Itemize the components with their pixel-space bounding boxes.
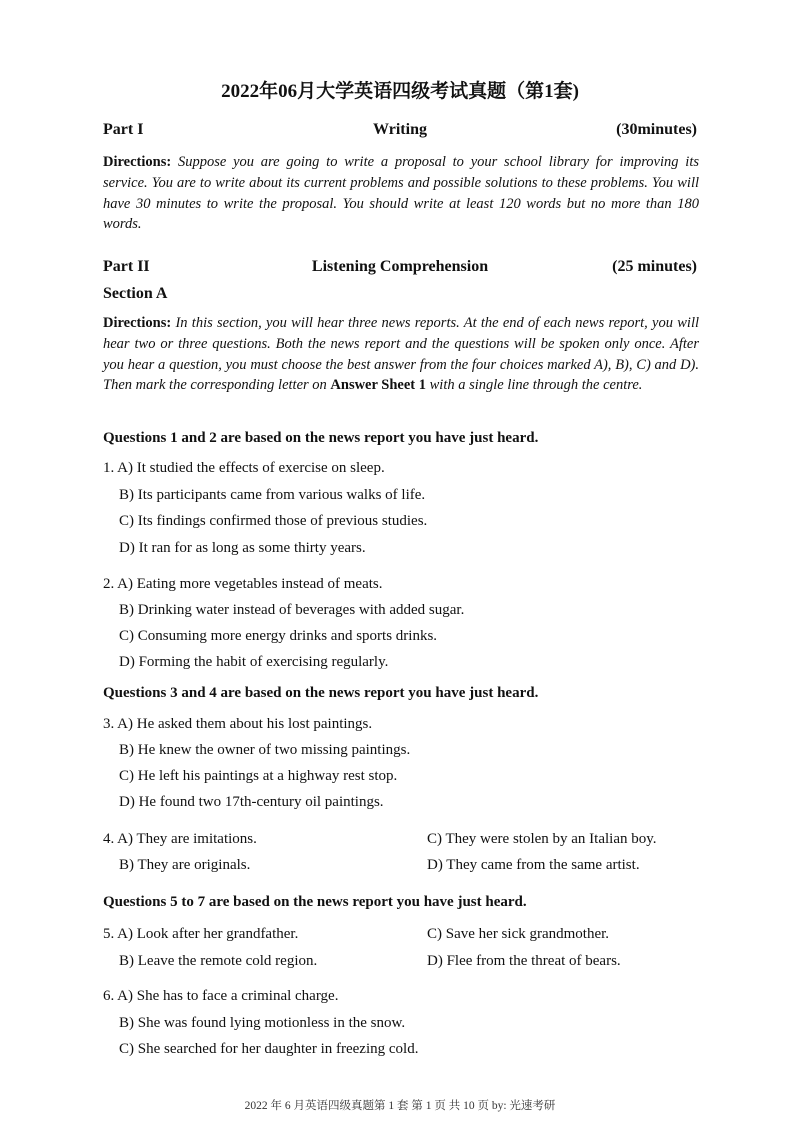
q2-option-b: B) Drinking water instead of beverages with added sugar. [119,602,465,618]
q5-option-c: C) Save her sick grandmother. [427,926,610,942]
q5-option-d: D) Flee from the threat of bears. [427,953,621,969]
q3-option-c: C) He left his paintings at a highway rest stop. [119,768,398,784]
q3-option-d: D) He found two 17th-century oil paintings. [119,794,384,810]
page-title: 2022年06月大学英语四级考试真题（第1套) [221,81,579,102]
q2-option-d: D) Forming the habit of exercising regularly. [119,654,389,670]
question-group-heading: Questions 3 and 4 are based on the news report you have just heard. [103,685,539,701]
question-group-heading: Questions 1 and 2 are based on the news report you have just heard. [103,430,539,446]
question-group-heading: Questions 5 to 7 are based on the news report you have just heard. [103,894,527,910]
q1-option-d: D) It ran for as long as some thirty years. [119,540,366,556]
q1-option-b: B) Its participants came from various walks of life. [119,487,426,503]
part1-name: Writing [373,121,427,138]
part1-directions-label: Directions: [103,154,172,170]
part1-label: Part I [103,121,144,138]
q3-option-b: B) He knew the owner of two missing paintings. [119,742,411,758]
part2-directions-text-1: In this section, you will hear three news reports. At the end of each news report, you will hear two or three questions. Both the news report and the questions will be spoken only once. After you hear a question, you must choose the best answer from the four choices marked A), B), C) and D). Then mark the corresponding letter on [103,315,700,394]
q6-option-b: B) She was found lying motionless in the snow. [119,1015,406,1031]
part2-time: (25 minutes) [612,258,697,275]
q4-option-c: C) They were stolen by an Italian boy. [427,831,657,847]
q4-option-a: 4. A) They are imitations. [103,831,257,847]
part2-directions [103,313,699,396]
part2-name: Listening Comprehension [311,258,489,275]
q5-option-a: 5. A) Look after her grandfather. [103,926,299,942]
q4-option-d: D) They came from the same artist. [427,857,640,873]
part1-directions-text: Suppose you are going to write a proposal to your school library for improving its service. You are to write about its current problems and possible solutions to these problems. You will have 30 minutes to write the proposal. You should write at least 120 words but no more than 180 words. [103,154,699,233]
part1-directions [103,152,699,235]
answer-sheet-label: Answer Sheet 1 [330,377,426,394]
part1-header [103,121,697,143]
q1-option-c: C) Its findings confirmed those of previous studies. [119,513,428,529]
part2-label: Part II [103,258,150,275]
q2-option-c: C) Consuming more energy drinks and sports drinks. [119,628,438,644]
q1-option-a: 1. A) It studied the effects of exercise on sleep. [103,460,385,476]
part1-time: (30minutes) [616,121,697,138]
part2-header [103,258,697,280]
section-a-heading: Section A [103,285,168,302]
q2-option-a: 2. A) Eating more vegetables instead of meats. [103,576,383,592]
q6-option-a: 6. A) She has to face a criminal charge. [103,988,339,1004]
page-footer: 2022 年 6 月英语四级真题第 1 套 第 1 页 共 10 页 by: 光速考研 [244,1100,556,1112]
part2-directions-label: Directions: [103,315,172,331]
part2-directions-text-2: with a single line through the centre. [429,377,643,394]
q6-option-c: C) She searched for her daughter in freezing cold. [119,1041,419,1057]
q3-option-a: 3. A) He asked them about his lost paintings. [103,716,373,732]
q5-option-b: B) Leave the remote cold region. [119,953,318,969]
q4-option-b: B) They are originals. [119,857,251,873]
